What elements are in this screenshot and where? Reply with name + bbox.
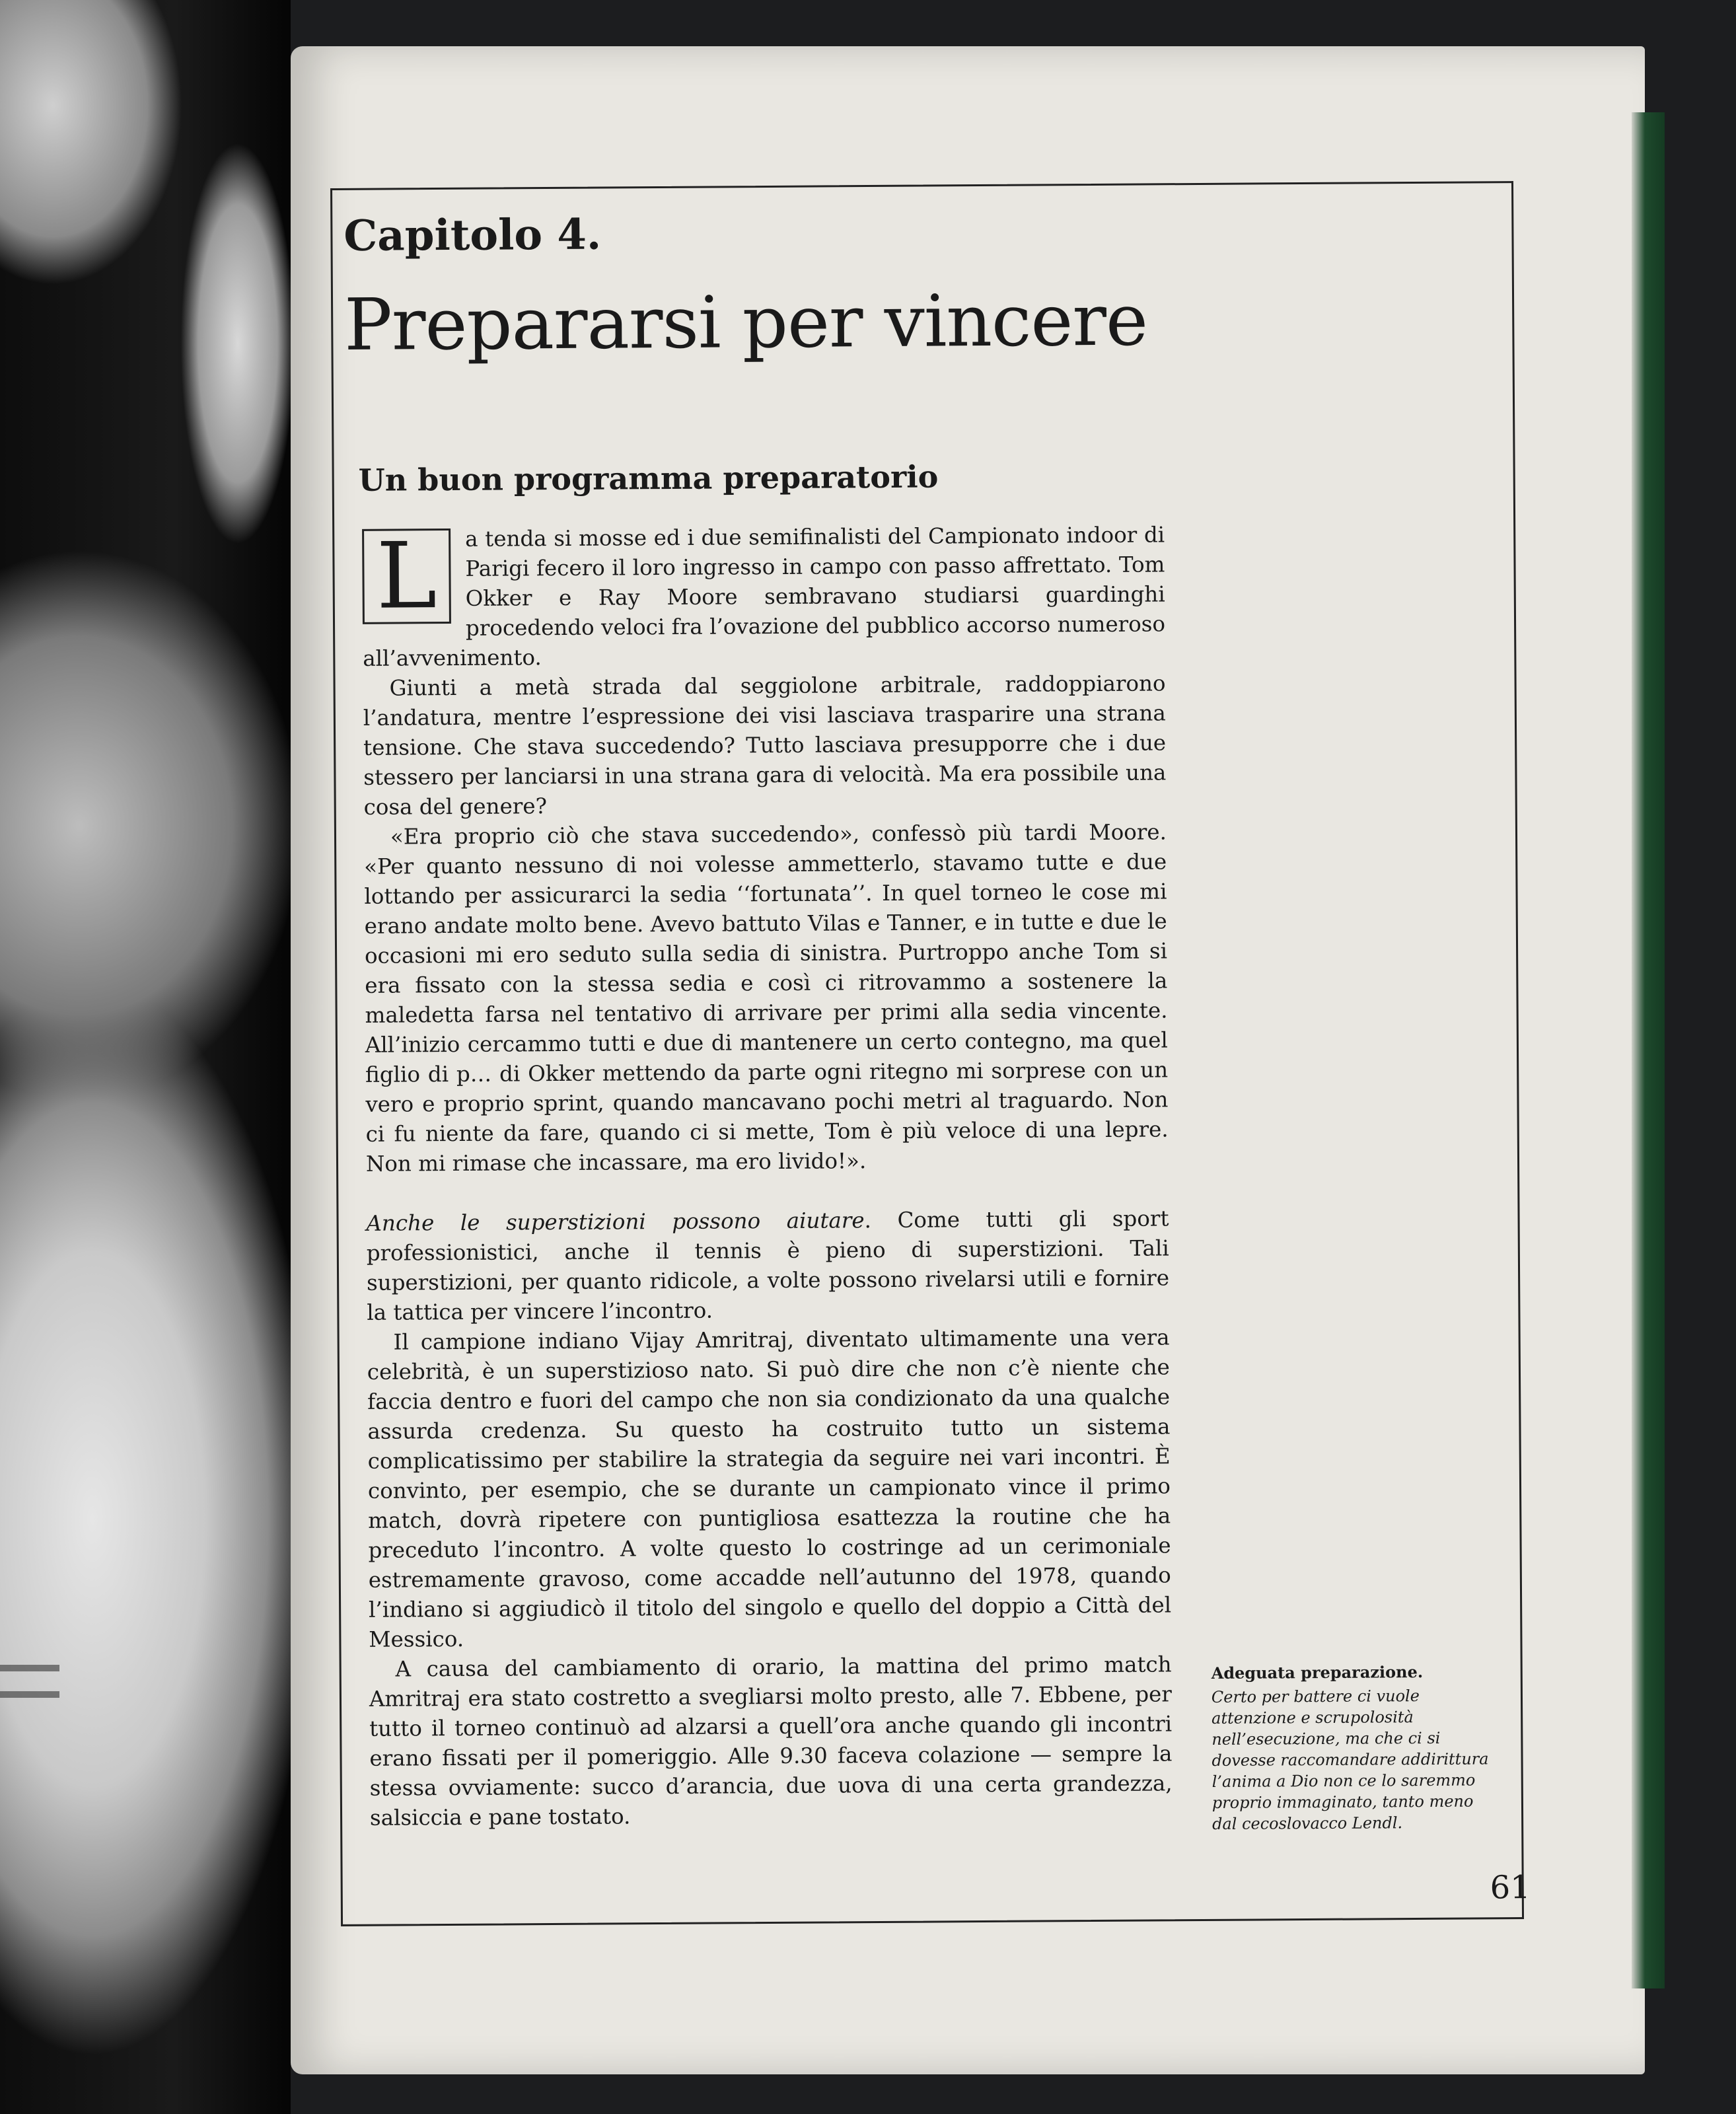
caption-text: Certo per battere ci vuole attenzione e scrupolosità nell’esecuzione, ma che ci si dovesse raccomandare addirittura l’anima a Dio non ce lo saremmo proprio immaginato, tanto meno dal cecoslovacco Lendl. bbox=[1211, 1687, 1489, 1834]
page-number: 61 bbox=[1490, 1869, 1531, 1907]
paragraph-1 bbox=[362, 520, 1165, 673]
chapter-title: Prepararsi per vincere bbox=[344, 279, 1148, 367]
paragraph-4-italic-lead: Anche le superstizioni possono aiutare bbox=[366, 1208, 865, 1236]
paragraph-1-text: a tenda si mosse ed i due semifinalisti del Campionato indoor di Parigi fecero il loro ingresso in campo con passo affrettato. Tom Okker e Ray Moore sembravano studiarsi guardinghi procedendo veloci fra l’ovazione del pubblico accorso numeroso all’avvenimento. bbox=[363, 522, 1166, 671]
book-cover-edge bbox=[1632, 112, 1665, 1988]
caption-title: Adeguata preparazione. bbox=[1211, 1662, 1424, 1683]
photo-caption bbox=[1212, 1661, 1490, 1835]
paragraph-4 bbox=[366, 1204, 1169, 1327]
paragraph-3: «Era proprio ciò che stava succedendo», confessò più tardi Moore. «Per quanto nessuno di noi volesse ammetterlo, stavamo tutte e due lottando per assicurarci la sedia ‘‘fortunata’’. In quel torneo le cose mi erano andate molto bene. Avevo battuto Vilas e Tanner, e in tutte e due le occasioni mi ero seduto sulla sedia di sinistra. Purtroppo anche Tom si era fissato con la stessa sedia e così ci ritrovammo a sostenere la maledetta farsa nel tentativo di arrivare per primi alla sedia vincente. All’inizio cercammo tutti e due di mantenere un certo contegno, ma quel figlio di p… di Okker mettendo da parte ogni ritegno mi sorprese con un vero e proprio sprint, quando mancavano pochi metri al traguardo. Non ci fu niente da fare, quando ci si mette, Tom è più veloce di una lepre. Non mi rimase che incassare, ma ero livido!». bbox=[364, 819, 1169, 1177]
article-body bbox=[362, 520, 1173, 1833]
paragraph-4-text: . Come tutti gli sport professionistici, anche il tennis è pieno di superstizioni. Tali superstizioni, per quanto ridicole, a volte possono rivelarsi utili e fornire la tattica per vincere l’incontro. bbox=[366, 1206, 1170, 1325]
photo-shirt-stripe bbox=[0, 1691, 59, 1698]
page-content bbox=[344, 191, 1531, 1929]
tennis-player-photo bbox=[0, 0, 291, 2114]
section-heading: Un buon programma preparatorio bbox=[358, 458, 939, 498]
paragraph-2: Giunti a metà strada dal seggiolone arbitrale, raddoppiarono l’andatura, mentre l’espressione dei visi lasciava trasparire una strana tensione. Che stava succedendo? Tutto lasciava presupporre che i due stessero per lanciarsi in una strana gara di velocità. Ma era possibile una cosa del genere? bbox=[363, 671, 1167, 820]
chapter-number: Capitolo 4. bbox=[344, 209, 602, 261]
photo-shirt-stripe bbox=[0, 1665, 59, 1671]
paragraph-5: Il campione indiano Vijay Amritraj, diventato ultimamente una vera celebrità, è un superstizioso nato. Si può dire che non c’è niente che faccia dentro e fuori del campo che non sia condizionato da una qualche assurda credenza. Su questo ha costruito tutto un sistema complicatissimo per stabilire la strategia da seguire nei vari incontri. È convinto, per esempio, che se durante un campionato vince il primo match, dovrà ripetere con puntigliosa esattezza la routine che ha preceduto l’incontro. A volte questo lo costringe ad un cerimoniale estremamente gravoso, come accadde nell’autunno del 1978, quando l’indiano si aggiudicò il titolo del singolo e quello del doppio a Città del Messico. bbox=[367, 1325, 1172, 1652]
drop-cap: L bbox=[362, 528, 451, 624]
paragraph-6: A causa del cambiamento di orario, la mattina del primo match Amritraj era stato costretto a svegliarsi molto presto, alle 7. Ebbene, per tutto il torneo continuò ad alzarsi a quell’ora anche quando gli incontri erano fissati per il pomeriggio. Alle 9.30 faceva colazione — sempre la stessa ovviamente: succo d’arancia, due uova di una certa grandezza, salsiccia e pane tostato. bbox=[369, 1652, 1173, 1831]
